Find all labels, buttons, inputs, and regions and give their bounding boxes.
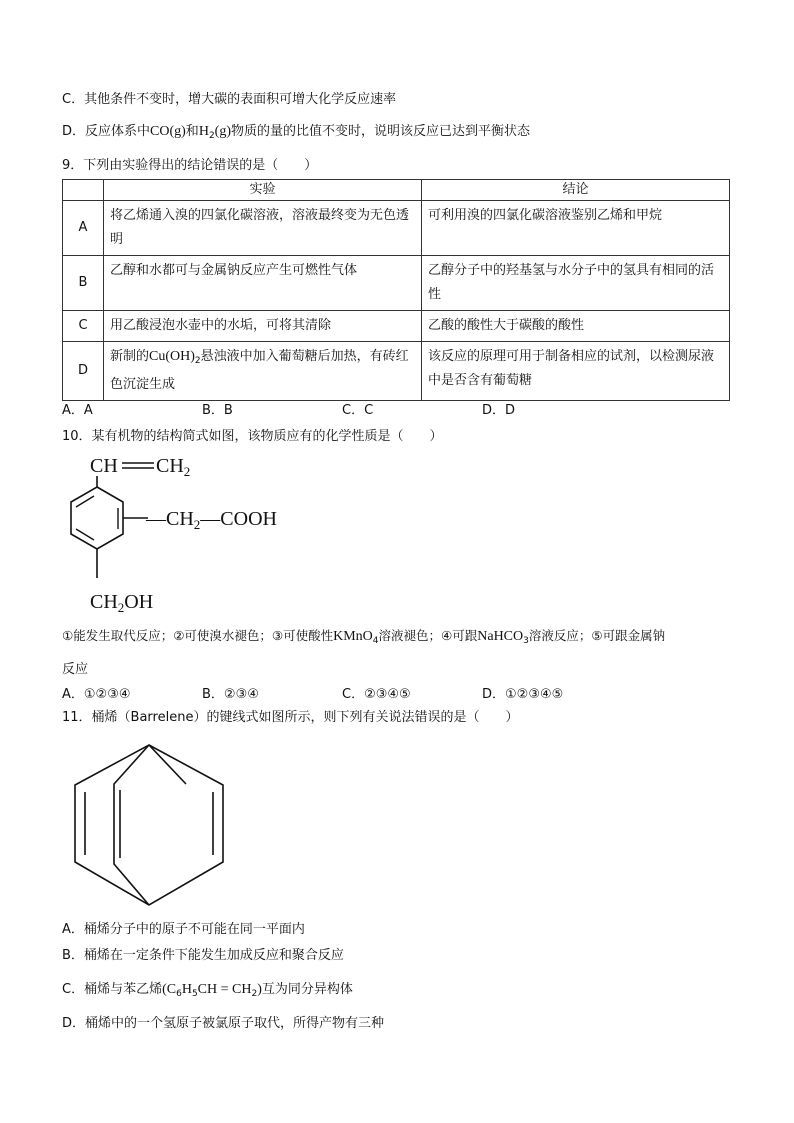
barrelene-structure-diagram [62, 742, 232, 912]
experiment-cell: 将乙烯通入溴的四氯化碳溶液，溶液最终变为无色透明 [104, 201, 422, 256]
conclusion-cell: 乙醇分子中的羟基氢与水分子中的氢具有相同的活性 [422, 256, 730, 311]
q9-header-experiment: 实验 [104, 180, 422, 201]
q10-option-d: D．①②③④⑤ [482, 687, 564, 702]
ch2-cooh-label: $—CH_2—COOH$ [146, 508, 277, 532]
q10-properties-wrap: 反应 [62, 662, 89, 677]
q10-structure-diagram [62, 450, 312, 620]
conclusion-cell: 该反应的原理可用于制备相应的试剂，以检测尿液中是否含有葡萄糖 [422, 342, 730, 401]
experiment-cell: 新制的$Cu(OH)_2$悬浊液中加入葡萄糖后加热，有砖红色沉淀生成 [104, 342, 422, 401]
table-row [63, 342, 730, 401]
experiment-cell: 乙醇和水都可与金属钠反应产生可燃性气体 [104, 256, 422, 311]
row-label: A [63, 201, 104, 256]
q10-properties: ①能发生取代反应；②可使溴水褪色；③可使酸性KMnO$_4$溶液褪色；④可跟NaHCO$_3$溶液反应；⑤可跟金属钠 [62, 628, 666, 646]
q9-header-conclusion: 结论 [422, 180, 730, 201]
q8-option-d: D．反应体系中CO(g)和$H_2(g)$物质的量的比值不变时，说明该反应已达到平衡状态 [62, 124, 531, 141]
q9-option-d: D．D [482, 403, 516, 418]
ch2oh-label: $CH_2OH$ [90, 591, 154, 615]
row-label: D [63, 342, 104, 401]
q11-option-c: C．桶烯与苯乙烯$(C_6H_5CH = CH_2)$互为同分异构体 [62, 982, 353, 999]
q9-table [62, 179, 730, 401]
table-row [63, 201, 730, 256]
experiment-cell: 用乙酸浸泡水壶中的水垢，可将其清除 [104, 311, 422, 342]
q10-option-b: B．②③④ [202, 687, 259, 702]
q11-option-d: D．桶烯中的一个氢原子被氯原子取代，所得产物有三种 [62, 1016, 385, 1031]
q10-options [62, 685, 563, 705]
q8-option-c: C．其他条件不变时，增大碳的表面积可增大化学反应速率 [62, 92, 397, 107]
row-label: B [63, 256, 104, 311]
vinyl-ch2-label: $CH_2$ [156, 455, 191, 479]
conclusion-cell: 乙酸的酸性大于碳酸的酸性 [422, 311, 730, 342]
table-row [63, 311, 730, 342]
row-label: C [63, 311, 104, 342]
q9-option-b: B．B [202, 403, 233, 418]
q11-option-a: A．桶烯分子中的原子不可能在同一平面内 [62, 922, 305, 937]
q9-header-blank [63, 180, 104, 201]
q9-options [62, 401, 515, 421]
q11-stem: 11．桶烯（Barrelene）的键线式如图所示，则下列有关说法错误的是（ ） [62, 710, 519, 725]
q10-option-a: A．①②③④ [62, 687, 131, 702]
q9-option-c: C．C [342, 403, 374, 418]
q10-option-c: C．②③④⑤ [342, 687, 411, 702]
q10-stem: 10．某有机物的结构简式如图，该物质应有的化学性质是（ ） [62, 429, 443, 444]
vinyl-ch-label: CH [90, 455, 118, 477]
q11-option-b: B．桶烯在一定条件下能发生加成反应和聚合反应 [62, 948, 344, 963]
q9-option-a: A．A [62, 403, 93, 418]
conclusion-cell: 可利用溴的四氯化碳溶液鉴别乙烯和甲烷 [422, 201, 730, 256]
table-row [63, 256, 730, 311]
q9-stem: 9．下列由实验得出的结论错误的是（ ） [62, 158, 318, 173]
